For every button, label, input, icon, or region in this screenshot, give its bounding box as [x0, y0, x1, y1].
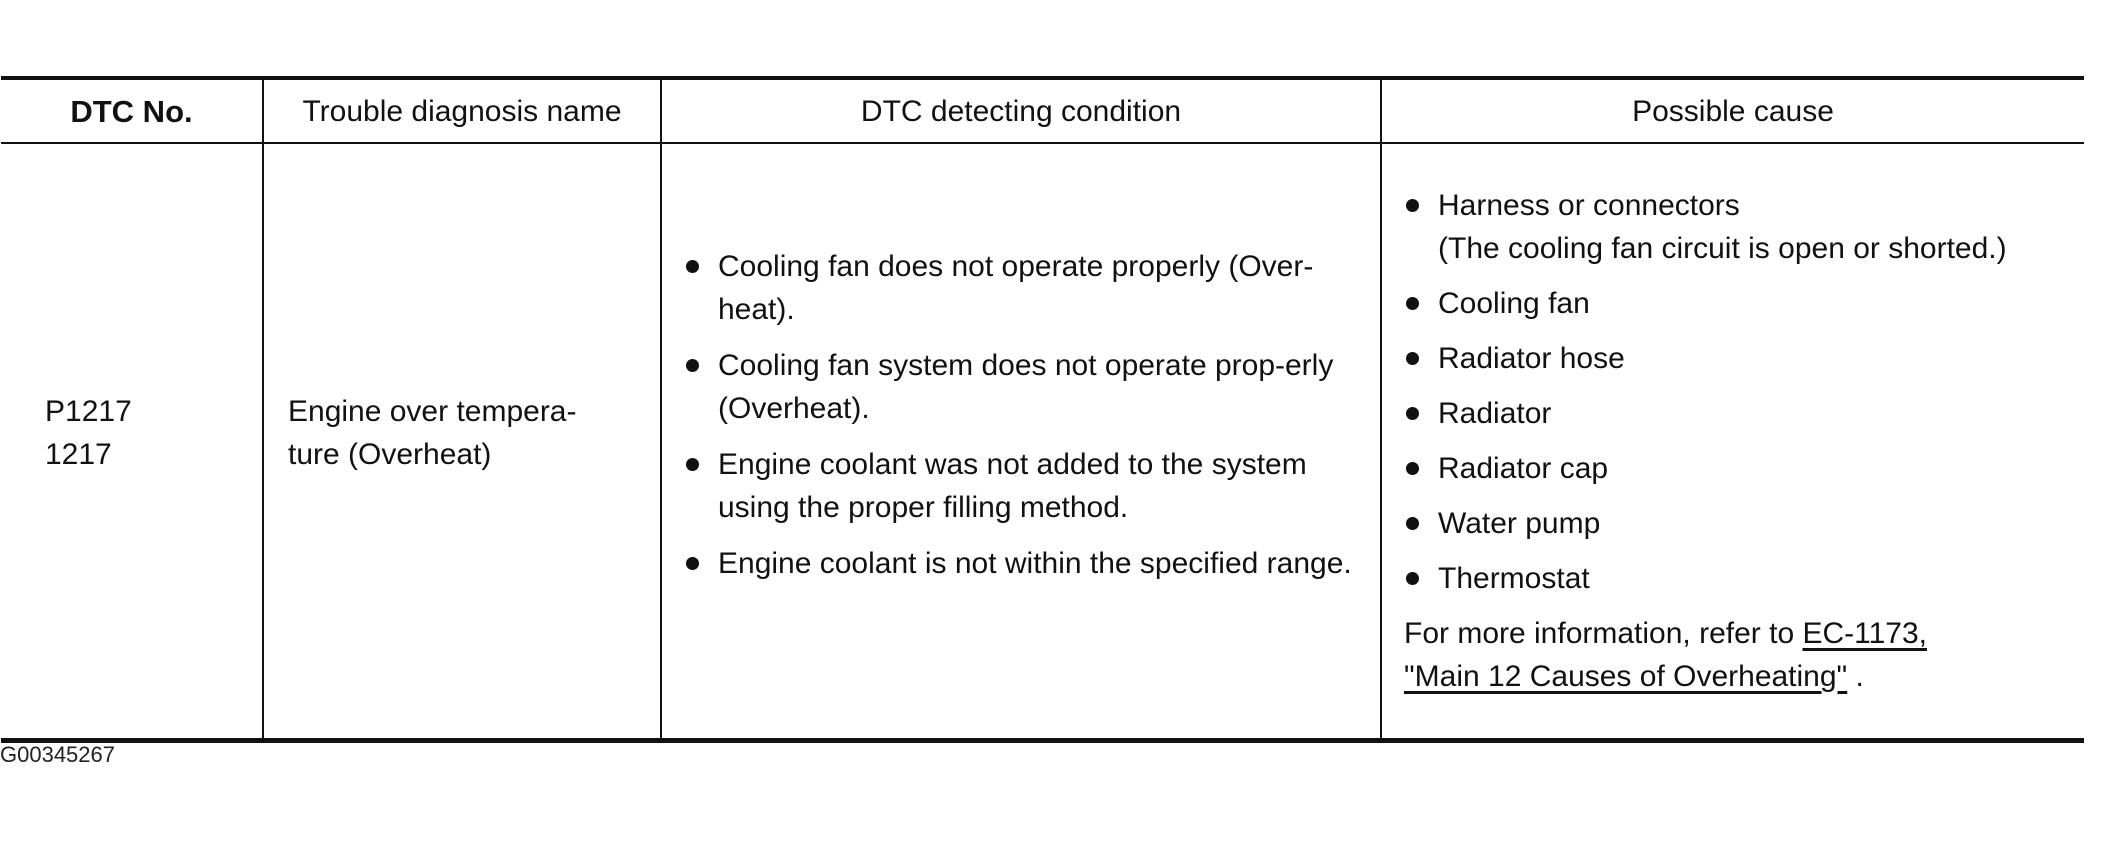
header-row — [1, 78, 2084, 143]
dtc-code: 1217 — [45, 438, 112, 471]
ec-reference-link[interactable]: EC-1173, — [1802, 617, 1927, 650]
cause-item: Radiator hose — [1404, 337, 2074, 380]
header-detecting-condition: DTC detecting condition — [661, 78, 1381, 143]
overheating-causes-link[interactable]: "Main 12 Causes of Overheating" — [1404, 660, 1848, 693]
trouble-name-line: Engine over tempera- — [288, 395, 577, 428]
cause-item: Cooling fan — [1404, 282, 2074, 325]
condition-item: Cooling fan system does not operate prop-erly (Overheat). — [684, 344, 1374, 430]
cause-item: Radiator — [1404, 392, 2074, 435]
condition-list — [684, 245, 1374, 638]
dtc-table — [1, 76, 2084, 743]
dtc-code: P1217 — [45, 395, 132, 428]
cause-item — [1404, 184, 2074, 270]
more-info-suffix: . — [1855, 660, 1864, 693]
dtc-code-cell — [1, 143, 263, 741]
figure-id: G00345267 — [0, 742, 115, 767]
header-possible-cause: Possible cause — [1381, 78, 2084, 143]
more-info-note — [1404, 612, 2074, 698]
cause-subnote: (The cooling fan circuit is open or shorted.) — [1438, 232, 2007, 265]
table-row — [1, 143, 2084, 741]
header-dtc-no: DTC No. — [1, 78, 263, 143]
condition-item: Engine coolant is not within the specified range. — [684, 542, 1374, 585]
condition-item: Cooling fan does not operate properly (Over-heat). — [684, 245, 1374, 331]
cause-item-label: Harness or connectors — [1438, 189, 1740, 222]
more-info-prefix: For more information, refer to — [1404, 617, 1795, 650]
cause-item: Water pump — [1404, 502, 2074, 545]
header-trouble-name: Trouble diagnosis name — [263, 78, 661, 143]
trouble-name-cell — [263, 143, 661, 741]
cause-item: Thermostat — [1404, 557, 2074, 600]
cause-list — [1404, 184, 2074, 600]
possible-cause-cell — [1381, 143, 2084, 741]
detecting-condition-cell — [661, 143, 1381, 741]
trouble-name-line: ture (Overheat) — [288, 438, 492, 471]
cause-item: Radiator cap — [1404, 447, 2074, 490]
condition-item: Engine coolant was not added to the system using the proper filling method. — [684, 443, 1374, 529]
